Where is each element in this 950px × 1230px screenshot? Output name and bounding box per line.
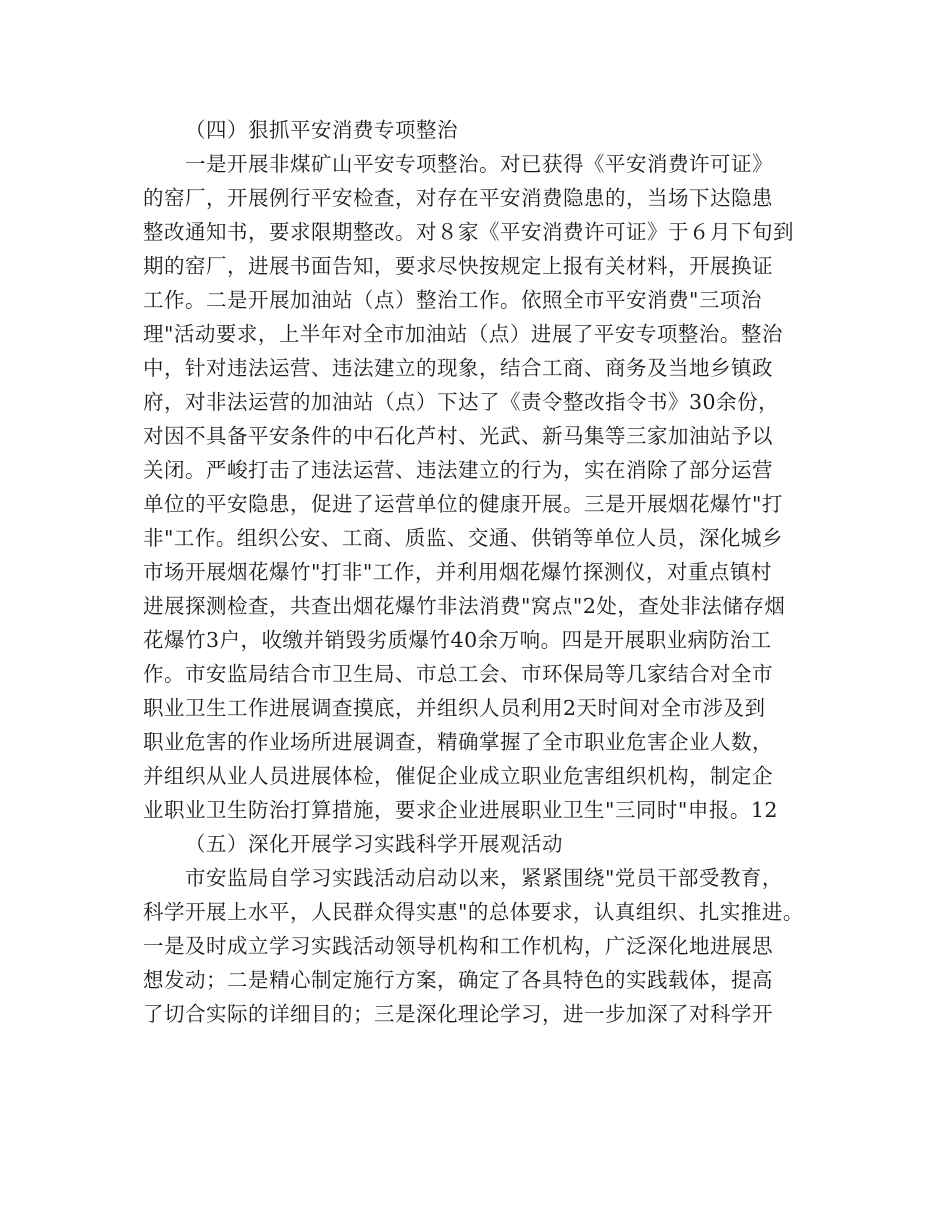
paragraph-line: 一是开展非煤矿山平安专项整治。对已获得《平安消费许可证》 bbox=[185, 152, 773, 176]
paragraph-line: 一是及时成立学习实践活动领导机构和工作机构，广泛深化地进展思 bbox=[143, 934, 773, 958]
paragraph-line: 了切合实际的详细目的；三是深化理论学习，进一步加深了对科学开 bbox=[143, 1002, 773, 1026]
paragraph-line: 职业危害的作业场所进展调查，精确掌握了全市职业危害企业人数， bbox=[143, 730, 773, 754]
paragraph-line: 业职业卫生防治打算措施，要求企业进展职业卫生"三同时"申报。12 bbox=[143, 798, 778, 822]
paragraph-line: 职业卫生工作进展调查摸底，并组织人员利用2天时间对全市涉及到 bbox=[143, 696, 766, 720]
paragraph-line: 市场开展烟花爆竹"打非"工作，并利用烟花爆竹探测仪，对重点镇村 bbox=[143, 560, 772, 584]
paragraph-line: 市安监局自学习实践活动启动以来，紧紧围绕"党员干部受教育， bbox=[185, 866, 783, 890]
paragraph-line: 府，对非法运营的加油站（点）下达了《责令整改指令书》30余份， bbox=[143, 390, 780, 414]
paragraph-line: 作。市安监局结合市卫生局、市总工会、市环保局等几家结合对全市 bbox=[143, 662, 773, 686]
paragraph-line: 整改通知书，要求限期整改。对８家《平安消费许可证》于６月下旬到 bbox=[143, 220, 794, 244]
section-heading-five: （五）深化开展学习实践科学开展观活动 bbox=[185, 832, 563, 856]
paragraph-line: 对因不具备平安条件的中石化芦村、光武、新马集等三家加油站予以 bbox=[143, 424, 773, 448]
paragraph-line: 并组织从业人员进展体检，催促企业成立职业危害组织机构，制定企 bbox=[143, 764, 773, 788]
paragraph-line: 花爆竹3户，收缴并销毁劣质爆竹40余万响。四是开展职业病防治工 bbox=[143, 628, 772, 652]
paragraph-line: 非"工作。组织公安、工商、质监、交通、供销等单位人员，深化城乡 bbox=[143, 526, 783, 550]
paragraph-line: 进展探测检查，共查出烟花爆竹非法消费"窝点"2处，查处非法储存烟 bbox=[143, 594, 786, 618]
paragraph-line: 中，针对违法运营、违法建立的现象，结合工商、商务及当地乡镇政 bbox=[143, 356, 773, 380]
paragraph-line: 想发动；二是精心制定施行方案，确定了各具特色的实践载体，提高 bbox=[143, 968, 773, 992]
paragraph-line: 单位的平安隐患，促进了运营单位的健康开展。三是开展烟花爆竹"打 bbox=[143, 492, 783, 516]
paragraph-line: 期的窑厂，进展书面告知，要求尽快按规定上报有关材料，开展换证 bbox=[143, 254, 773, 278]
paragraph-line: 理"活动要求，上半年对全市加油站（点）进展了平安专项整治。整治 bbox=[143, 322, 783, 346]
paragraph-line: 科学开展上水平，人民群众得实惠"的总体要求，认真组织、扎实推进。 bbox=[143, 900, 804, 924]
section-heading-four: （四）狠抓平安消费专项整治 bbox=[185, 118, 458, 142]
paragraph-line: 关闭。严峻打击了违法运营、违法建立的行为，实在消除了部分运营 bbox=[143, 458, 773, 482]
paragraph-line: 工作。二是开展加油站（点）整治工作。依照全市平安消费"三项治 bbox=[143, 288, 762, 312]
paragraph-line: 的窑厂，开展例行平安检查，对存在平安消费隐患的，当场下达隐患 bbox=[143, 186, 773, 210]
